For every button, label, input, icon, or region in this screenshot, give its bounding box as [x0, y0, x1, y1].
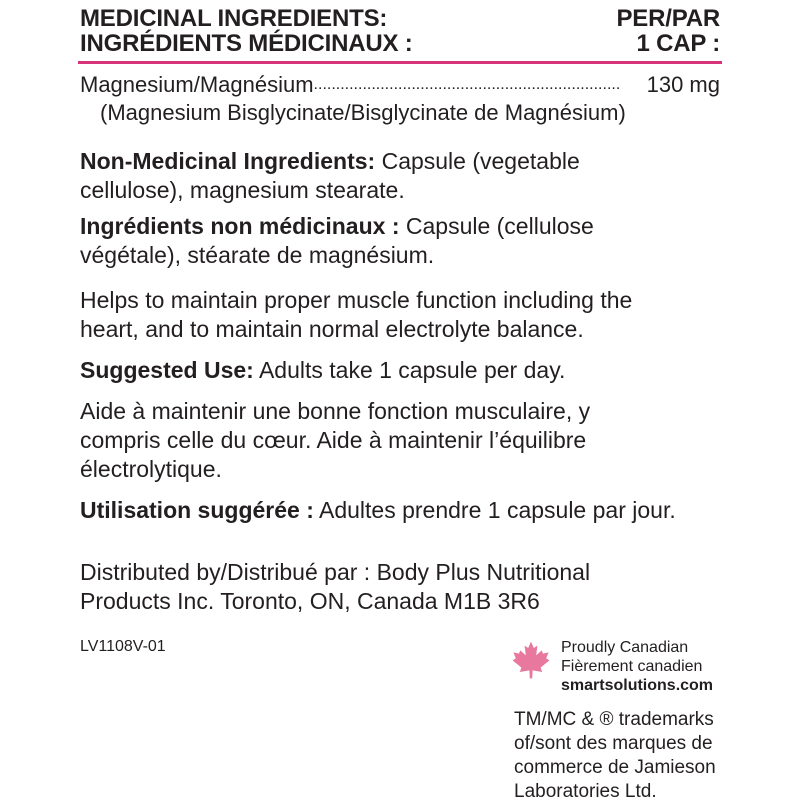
trademark-line1: TM/MC & ® trademarks — [514, 709, 714, 730]
non-medicinal-fr-line1 — [80, 212, 594, 241]
ingredient-row — [80, 72, 720, 98]
trademark-line4: Laboratories Ltd. — [514, 781, 657, 802]
ingredient-name: Magnesium/Magnésium — [80, 72, 314, 97]
per-cap-heading-line2: 1 CAP : — [636, 30, 720, 57]
suggested-use-fr-text: Adultes prendre 1 capsule par jour. — [313, 497, 676, 523]
non-medicinal-fr-text: Capsule (cellulose — [399, 213, 594, 239]
trademark-line2: of/sont des marques de — [514, 733, 713, 754]
claim-en-line1: Helps to maintain proper muscle function including the — [80, 287, 633, 313]
proudly-canadian-en: Proudly Canadian — [561, 639, 689, 656]
per-cap-heading-line1: PER/PAR — [616, 5, 720, 32]
claim-fr-line3: électrolytique. — [80, 456, 222, 482]
website: smartsolutions.com — [561, 677, 714, 694]
leader-dots: ..................................................................... — [313, 76, 621, 93]
ingredient-source: (Magnesium Bisglycinate/Bisglycinate de Magnésium) — [100, 100, 626, 125]
distributor-line1: Distributed by/Distribué par : Body Plus Nutritional — [80, 559, 591, 585]
non-medicinal-en-line1 — [80, 147, 580, 176]
maple-leaf-icon — [510, 640, 552, 680]
non-medicinal-en-line2: cellulose), magnesium stearate. — [80, 177, 405, 203]
non-medicinal-en-label: Non-Medicinal Ingredients: — [80, 148, 376, 174]
medicinal-ingredients-heading-fr: INGRÉDIENTS MÉDICINAUX : — [80, 30, 413, 57]
ingredient-amount: 130 mg — [646, 72, 720, 97]
trademark-line3: commerce de Jamieson — [514, 757, 716, 778]
lot-code: LV1108V-01 — [80, 638, 166, 655]
claim-fr-line2: compris celle du cœur. Aide à maintenir l’équilibre — [80, 427, 587, 453]
non-medicinal-en-text: Capsule (vegetable — [375, 148, 580, 174]
suggested-use-fr-label: Utilisation suggérée : — [80, 497, 314, 523]
suggested-use-en-text: Adults take 1 capsule per day. — [253, 357, 566, 383]
suggested-use-en — [80, 356, 565, 385]
claim-en-line2: heart, and to maintain normal electrolyte balance. — [80, 316, 584, 342]
suggested-use-en-label: Suggested Use: — [80, 357, 254, 383]
medicinal-ingredients-heading-en: MEDICINAL INGREDIENTS: — [80, 5, 388, 32]
header-divider — [78, 61, 722, 64]
claim-fr-line1: Aide à maintenir une bonne fonction musculaire, y — [80, 398, 591, 424]
non-medicinal-fr-line2: végétale), stéarate de magnésium. — [80, 242, 435, 268]
suggested-use-fr — [80, 496, 676, 525]
proudly-canadian-fr: Fièrement canadien — [561, 658, 703, 675]
non-medicinal-fr-label: Ingrédients non médicinaux : — [80, 213, 400, 239]
distributor-line2: Products Inc. Toronto, ON, Canada M1B 3R6 — [80, 588, 540, 614]
